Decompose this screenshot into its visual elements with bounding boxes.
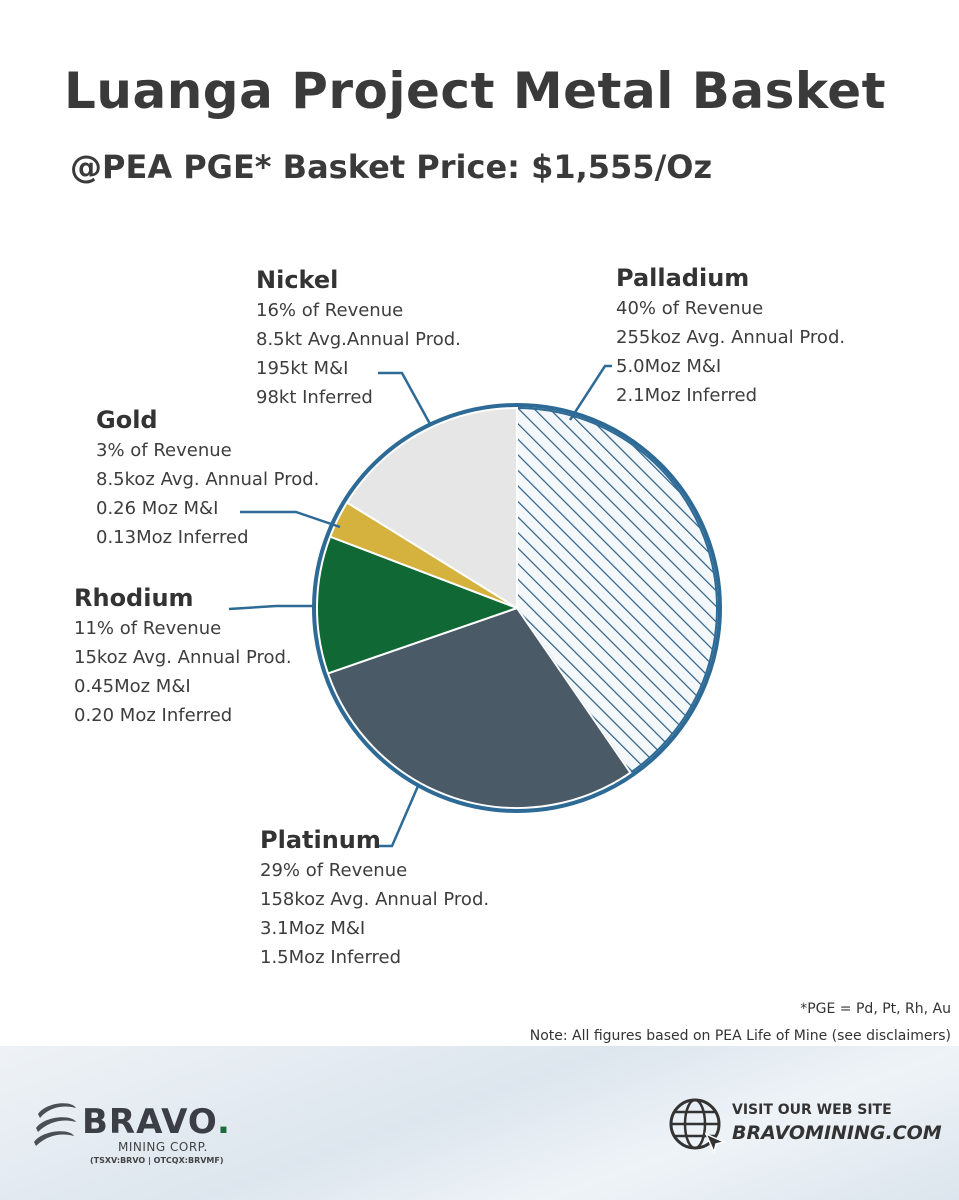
disclaimer-note: Note: All figures based on PEA Life of Mine (see disclaimers) [529, 1028, 951, 1044]
label-gold-line4: 0.13Moz Inferred [96, 527, 249, 548]
label-platinum [260, 824, 489, 972]
label-gold [96, 404, 319, 552]
globe-cursor-icon [668, 1096, 726, 1156]
label-palladium [616, 262, 845, 410]
swirl-logo-icon [32, 1096, 80, 1156]
label-platinum-line1: 29% of Revenue [260, 860, 408, 881]
label-rhodium [74, 582, 292, 730]
label-platinum-line2: 158koz Avg. Annual Prod. [260, 889, 490, 910]
label-gold-line3: 0.26 Moz M&I [96, 498, 219, 519]
label-palladium-line1: 40% of Revenue [616, 298, 764, 319]
label-nickel [256, 264, 461, 412]
label-nickel-line3: 195kt M&I [256, 358, 349, 379]
label-rhodium-name: Rhodium [74, 584, 194, 612]
label-nickel-line1: 16% of Revenue [256, 300, 404, 321]
label-platinum-name: Platinum [260, 826, 381, 854]
label-nickel-line2: 8.5kt Avg.Annual Prod. [256, 329, 461, 350]
label-palladium-name: Palladium [616, 264, 750, 292]
label-gold-name: Gold [96, 406, 158, 434]
footer-band [0, 1046, 959, 1200]
leader-palladium [570, 366, 612, 420]
label-nickel-name: Nickel [256, 266, 339, 294]
label-rhodium-line4: 0.20 Moz Inferred [74, 705, 233, 726]
label-rhodium-line1: 11% of Revenue [74, 618, 222, 639]
label-nickel-line4: 98kt Inferred [256, 387, 373, 408]
pge-footnote: *PGE = Pd, Pt, Rh, Au [800, 1001, 951, 1017]
brand-corp: MINING CORP. [118, 1140, 208, 1154]
website-url[interactable]: BRAVOMINING.COM [732, 1122, 942, 1144]
bravo-logo[interactable] [32, 1096, 292, 1176]
chart-subtitle: @PEA PGE* Basket Price: $1,555/Oz [70, 148, 713, 186]
stock-tickers: (TSXV:BRVO | OTCQX:BRVMF) [90, 1156, 224, 1165]
label-palladium-line2: 255koz Avg. Annual Prod. [616, 327, 846, 348]
label-palladium-line4: 2.1Moz Inferred [616, 385, 758, 406]
website-link[interactable] [668, 1092, 948, 1162]
brand-name: BRAVO. [82, 1102, 231, 1142]
label-rhodium-line3: 0.45Moz M&I [74, 676, 191, 697]
label-gold-line1: 3% of Revenue [96, 440, 232, 461]
label-platinum-line3: 3.1Moz M&I [260, 918, 366, 939]
label-gold-line2: 8.5koz Avg. Annual Prod. [96, 469, 320, 490]
label-rhodium-line2: 15koz Avg. Annual Prod. [74, 647, 292, 668]
chart-title: Luanga Project Metal Basket [64, 62, 887, 120]
visit-website-label: VISIT OUR WEB SITE [732, 1102, 892, 1118]
label-platinum-line4: 1.5Moz Inferred [260, 947, 402, 968]
label-palladium-line3: 5.0Moz M&I [616, 356, 722, 377]
footnotes [530, 996, 951, 1050]
